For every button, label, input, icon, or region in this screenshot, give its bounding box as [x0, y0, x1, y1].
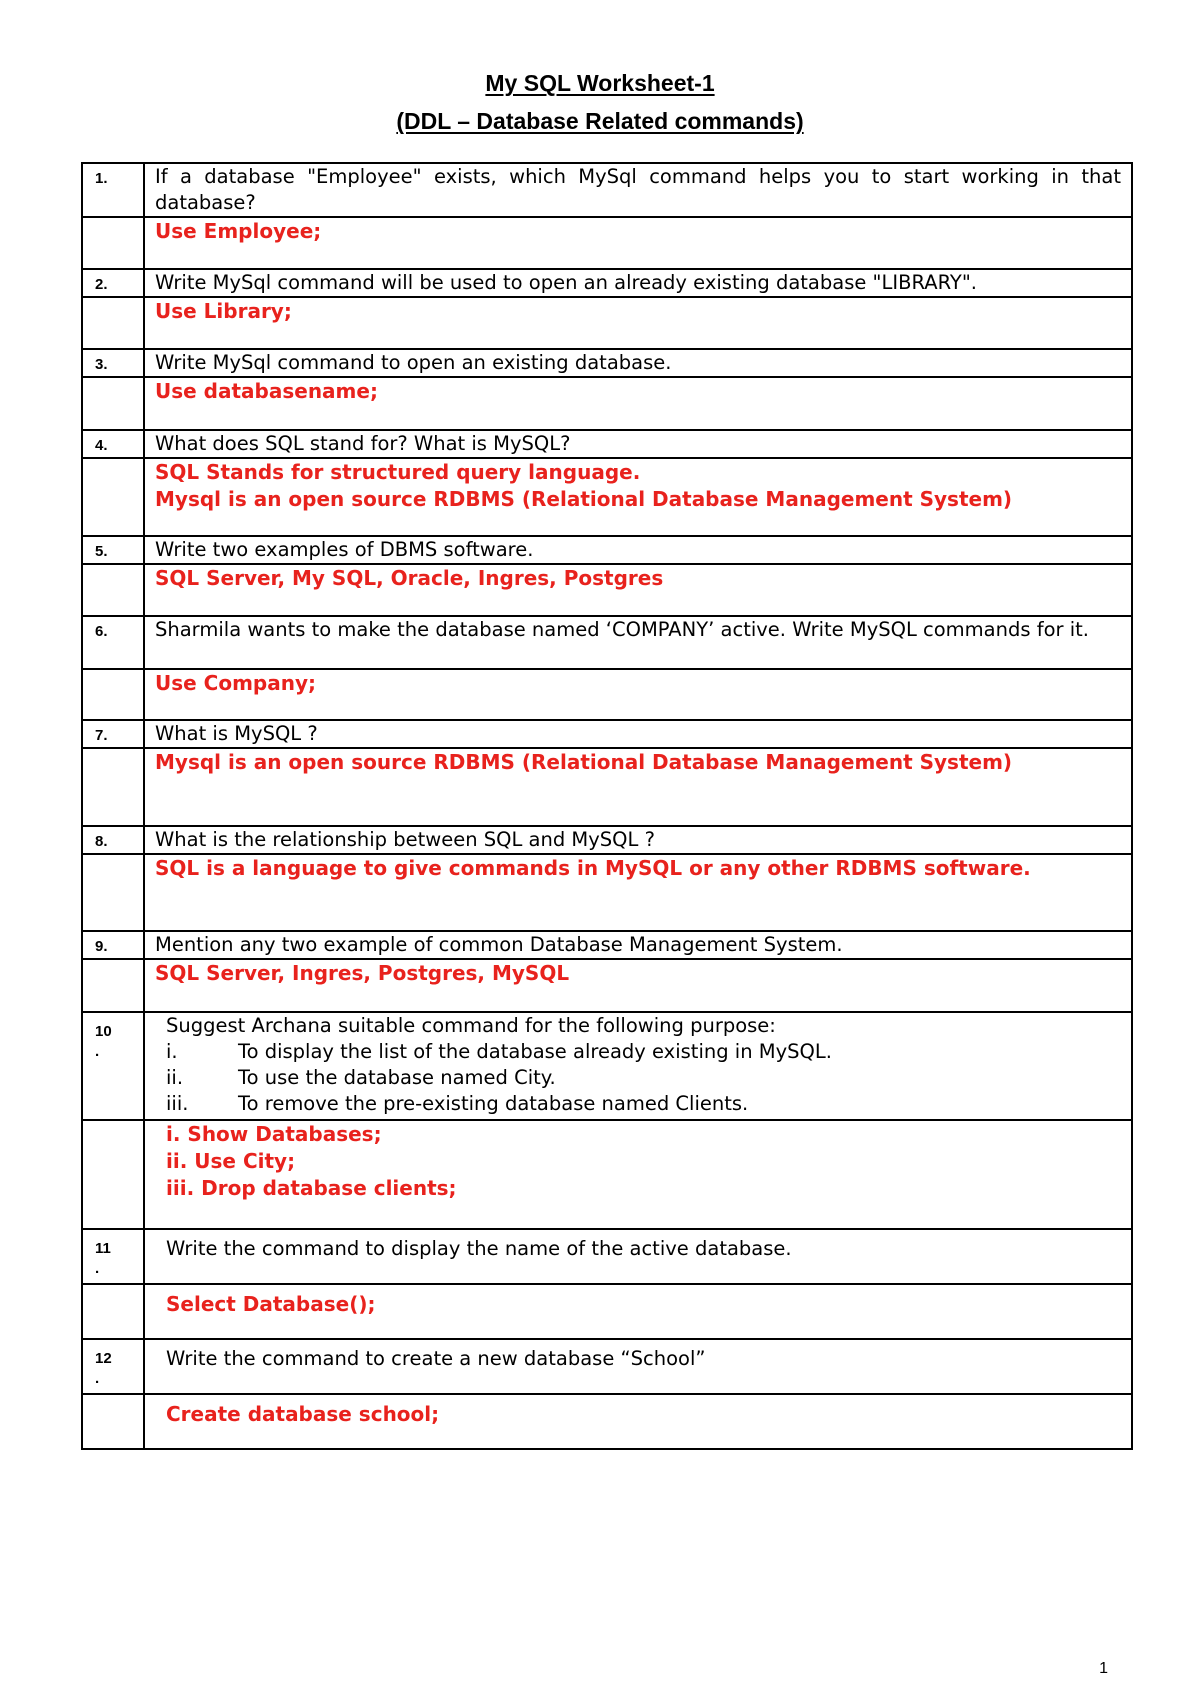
answer-line: Mysql is an open source RDBMS (Relational Database Management System)	[155, 487, 1013, 511]
answer-text	[144, 458, 1132, 536]
answer-text	[144, 1120, 1132, 1229]
question-row-5	[82, 536, 1132, 564]
question-number	[82, 1229, 144, 1284]
question-text: Write MySql command will be used to open an already existing database "LIBRARY".	[144, 269, 1132, 297]
question-number: 3.	[82, 349, 144, 377]
answer-row-3	[82, 377, 1132, 430]
sub-question-marker: ii.	[166, 1066, 184, 1089]
answer-line: ii. Use City;	[166, 1149, 296, 1173]
answer-text	[144, 1394, 1132, 1449]
question-row-10	[82, 1012, 1132, 1120]
answer-row-2	[82, 297, 1132, 349]
worksheet-table	[81, 162, 1133, 1450]
question-row-6	[82, 616, 1132, 669]
answer-text	[144, 669, 1132, 720]
empty-number-cell	[82, 297, 144, 349]
answer-row-5	[82, 564, 1132, 616]
empty-number-cell	[82, 458, 144, 536]
question-text: Write MySql command to open an existing database.	[144, 349, 1132, 377]
answer-line: Mysql is an open source RDBMS (Relational Database Management System)	[155, 750, 1013, 774]
question-row-3	[82, 349, 1132, 377]
question-text: Write two examples of DBMS software.	[144, 536, 1132, 564]
answer-line: SQL Server, My SQL, Oracle, Ingres, Postgres	[155, 566, 664, 590]
question-text: Mention any two example of common Database Management System.	[144, 931, 1132, 959]
question-number	[82, 1339, 144, 1394]
answer-text	[144, 1284, 1132, 1339]
empty-number-cell	[82, 217, 144, 269]
empty-number-cell	[82, 377, 144, 430]
answer-text	[144, 959, 1132, 1012]
empty-number-cell	[82, 748, 144, 826]
sub-question	[166, 1039, 1121, 1065]
question-number: 6.	[82, 616, 144, 669]
sub-question-text: To use the database named City.	[238, 1066, 556, 1089]
question-text: Sharmila wants to make the database named ‘COMPANY’ active. Write MySQL commands for it.	[144, 616, 1132, 669]
answer-line: i. Show Databases;	[166, 1122, 382, 1146]
empty-number-cell	[82, 959, 144, 1012]
answer-line: Select Database();	[166, 1292, 376, 1316]
question-text: Write the command to create a new database “School”	[144, 1339, 1132, 1394]
sub-question	[166, 1065, 1121, 1091]
question-row-9	[82, 931, 1132, 959]
question-number-bottom: .	[95, 1043, 100, 1060]
question-number: 7.	[82, 720, 144, 748]
answer-row-11	[82, 1284, 1132, 1339]
answer-line: Create database school;	[166, 1402, 440, 1426]
question-row-4	[82, 430, 1132, 458]
answer-line: SQL Stands for structured query language.	[155, 460, 641, 484]
answer-line: SQL Server, Ingres, Postgres, MySQL	[155, 961, 570, 985]
worksheet-subtitle: (DDL – Database Related commands)	[396, 108, 804, 134]
answer-line: iii. Drop database clients;	[166, 1176, 457, 1200]
answer-line: Use databasename;	[155, 379, 378, 403]
question-intro: Suggest Archana suitable command for the following purpose:	[166, 1014, 776, 1037]
empty-number-cell	[82, 1120, 144, 1229]
question-number: 4.	[82, 430, 144, 458]
question-number: 2.	[82, 269, 144, 297]
answer-line: Use Company;	[155, 671, 317, 695]
answer-line: SQL is a language to give commands in MySQL or any other RDBMS software.	[155, 856, 1031, 880]
question-number: 5.	[82, 536, 144, 564]
answer-row-7	[82, 748, 1132, 826]
question-text: Write the command to display the name of the active database.	[144, 1229, 1132, 1284]
question-text: What does SQL stand for? What is MySQL?	[144, 430, 1132, 458]
question-row-7	[82, 720, 1132, 748]
answer-row-8	[82, 854, 1132, 931]
answer-row-1	[82, 217, 1132, 269]
question-number-top: 10	[95, 1023, 112, 1040]
answer-row-4	[82, 458, 1132, 536]
empty-number-cell	[82, 854, 144, 931]
sub-question-marker: iii.	[166, 1092, 189, 1115]
answer-text	[144, 217, 1132, 269]
question-text	[144, 1012, 1132, 1120]
worksheet-title: My SQL Worksheet-1	[485, 70, 715, 96]
answer-text	[144, 297, 1132, 349]
question-number-bottom: .	[95, 1260, 100, 1277]
answer-row-6	[82, 669, 1132, 720]
question-row-1	[82, 163, 1132, 217]
sub-question	[166, 1091, 1121, 1117]
question-number: 1.	[82, 163, 144, 217]
answer-text	[144, 564, 1132, 616]
answer-text	[144, 854, 1132, 931]
question-text: What is the relationship between SQL and MySQL ?	[144, 826, 1132, 854]
empty-number-cell	[82, 1284, 144, 1339]
sub-question-marker: i.	[166, 1040, 178, 1063]
empty-number-cell	[82, 564, 144, 616]
question-number: 8.	[82, 826, 144, 854]
answer-row-9	[82, 959, 1132, 1012]
question-number	[82, 1012, 144, 1120]
answer-text	[144, 748, 1132, 826]
question-row-11	[82, 1229, 1132, 1284]
answer-line: Use Library;	[155, 299, 292, 323]
empty-number-cell	[82, 1394, 144, 1449]
question-row-12	[82, 1339, 1132, 1394]
question-number: 9.	[82, 931, 144, 959]
question-row-8	[82, 826, 1132, 854]
question-number-bottom: .	[95, 1370, 100, 1387]
sub-question-text: To display the list of the database already existing in MySQL.	[238, 1040, 832, 1063]
question-text: What is MySQL ?	[144, 720, 1132, 748]
answer-row-10	[82, 1120, 1132, 1229]
page-number: 1	[1099, 1660, 1108, 1677]
question-text: If a database "Employee" exists, which MySql command helps you to start working in that database?	[144, 163, 1132, 217]
answer-line: Use Employee;	[155, 219, 322, 243]
answer-text	[144, 377, 1132, 430]
sub-question-text: To remove the pre-existing database named Clients.	[238, 1092, 749, 1115]
question-number-top: 11	[95, 1240, 111, 1257]
question-number-top: 12	[95, 1350, 112, 1367]
empty-number-cell	[82, 669, 144, 720]
answer-row-12	[82, 1394, 1132, 1449]
question-row-2	[82, 269, 1132, 297]
